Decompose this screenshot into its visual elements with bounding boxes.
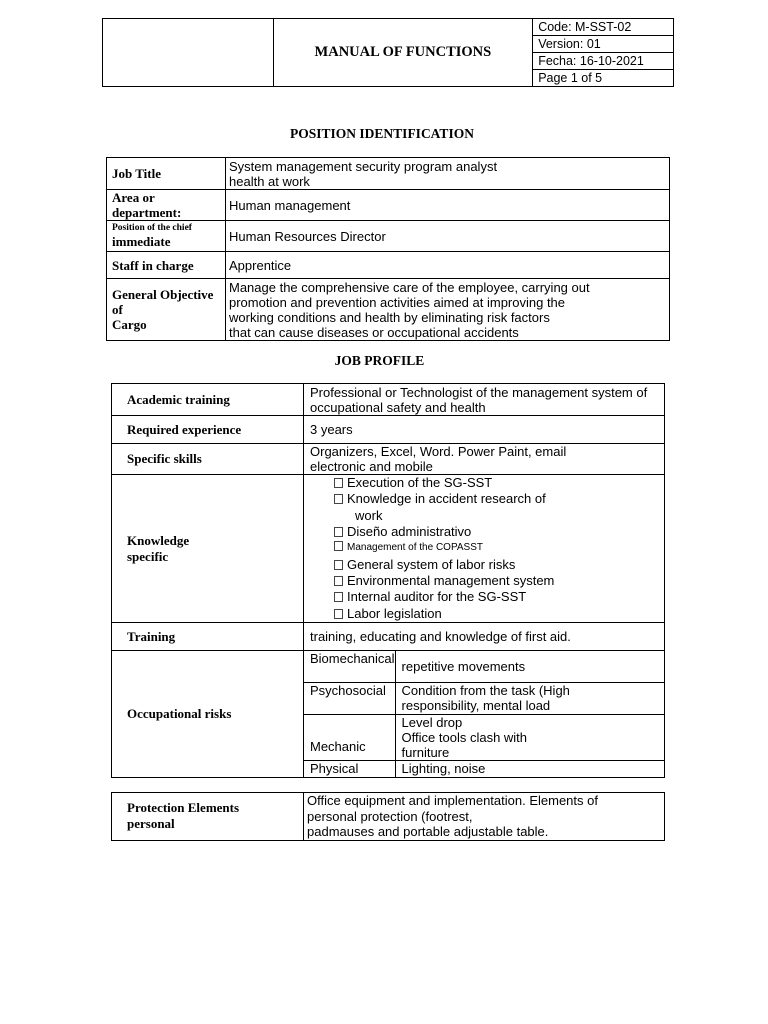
table-row bbox=[304, 714, 664, 760]
table-row bbox=[107, 158, 670, 190]
experience-label: Required experience bbox=[112, 416, 304, 444]
protection-label bbox=[112, 793, 304, 841]
job-title-line: System management security program analyst bbox=[229, 158, 498, 174]
list-item: Diseño administrativo bbox=[334, 524, 664, 540]
protection-table bbox=[111, 792, 665, 841]
risk-name: Mechanic bbox=[304, 714, 395, 760]
protection-value bbox=[304, 793, 665, 841]
list-item-continuation: work bbox=[355, 507, 383, 523]
academic-line: occupational safety and health bbox=[310, 399, 486, 415]
training-value: training, educating and knowledge of first aid. bbox=[304, 623, 665, 651]
chief-value: Human Resources Director bbox=[226, 221, 670, 252]
risk-line: Condition from the task (High bbox=[401, 683, 570, 698]
checkbox-glyph-icon bbox=[334, 541, 343, 551]
table-row bbox=[112, 793, 665, 841]
checkbox-glyph-icon bbox=[334, 576, 343, 586]
knowledge-label-line: Knowledge bbox=[127, 532, 190, 548]
risk-description bbox=[395, 682, 664, 714]
experience-value: 3 years bbox=[304, 416, 665, 444]
knowledge-list bbox=[310, 475, 664, 622]
table-row bbox=[107, 221, 670, 252]
table-row bbox=[112, 475, 665, 623]
risk-description bbox=[395, 714, 664, 760]
table-row bbox=[112, 384, 665, 416]
document-title: MANUAL OF FUNCTIONS bbox=[273, 19, 533, 87]
table-row bbox=[112, 416, 665, 444]
table-row bbox=[112, 623, 665, 651]
chief-label bbox=[107, 221, 226, 252]
checkbox-glyph-icon bbox=[334, 560, 343, 570]
skills-line: electronic and mobile bbox=[310, 459, 433, 474]
checkbox-glyph-icon bbox=[334, 527, 343, 537]
list-item: Environmental management system bbox=[334, 573, 664, 589]
document-code: Code: M-SST-02 bbox=[533, 19, 674, 36]
area-label: Area or department: bbox=[107, 190, 226, 221]
checkbox-glyph-icon bbox=[334, 609, 343, 619]
table-row bbox=[107, 279, 670, 341]
checkbox-glyph-icon bbox=[334, 592, 343, 602]
chief-label-main: immediate bbox=[112, 234, 171, 249]
risks-label: Occupational risks bbox=[112, 651, 304, 778]
chief-label-small: Position of the chief bbox=[112, 223, 192, 233]
risk-name: Physical bbox=[304, 760, 395, 777]
document-version: Version: 01 bbox=[533, 36, 674, 53]
risk-line: furniture bbox=[401, 744, 450, 760]
skills-value bbox=[304, 444, 665, 475]
skills-line: Organizers, Excel, Word. Power Paint, email bbox=[310, 444, 567, 459]
risk-name: Biomechanical bbox=[304, 651, 395, 682]
table-row bbox=[112, 651, 665, 778]
risk-line: Level drop bbox=[401, 714, 463, 730]
list-item: Management of the COPASST bbox=[334, 540, 664, 556]
risk-line: Office tools clash with bbox=[401, 729, 528, 745]
section-heading-identification: POSITION IDENTIFICATION bbox=[290, 126, 474, 141]
checkbox-glyph-icon bbox=[334, 478, 343, 488]
risk-name: Psychosocial bbox=[304, 682, 395, 714]
table-row bbox=[112, 444, 665, 475]
list-item: Internal auditor for the SG-SST bbox=[334, 589, 664, 605]
protection-line: padmauses and portable adjustable table. bbox=[307, 824, 549, 839]
job-title-value bbox=[226, 158, 670, 190]
risks-subtable bbox=[304, 651, 664, 777]
knowledge-value bbox=[304, 475, 665, 623]
training-label: Training bbox=[112, 623, 304, 651]
objective-value bbox=[226, 279, 670, 341]
document-date: Fecha: 16-10-2021 bbox=[533, 53, 674, 70]
objective-label-line: Cargo bbox=[112, 317, 147, 332]
identification-table bbox=[106, 157, 670, 341]
risk-line: responsibility, mental load bbox=[401, 698, 551, 713]
risk-description: Lighting, noise bbox=[401, 761, 486, 777]
table-row bbox=[304, 760, 664, 777]
document-header bbox=[102, 18, 674, 87]
knowledge-label bbox=[112, 475, 304, 623]
table-row bbox=[107, 252, 670, 279]
objective-line: Manage the comprehensive care of the employee, carrying out bbox=[229, 279, 590, 295]
objective-label bbox=[107, 279, 226, 341]
protection-line: personal protection (footrest, bbox=[307, 808, 473, 824]
job-profile-table bbox=[111, 383, 665, 778]
list-item: Labor legislation bbox=[334, 606, 664, 622]
job-title-line: health at work bbox=[229, 173, 310, 189]
objective-label-line: General Objective of bbox=[112, 287, 214, 317]
list-item: General system of labor risks bbox=[334, 557, 664, 573]
logo-cell bbox=[103, 19, 274, 87]
protection-line: Office equipment and implementation. Elements of bbox=[307, 793, 598, 808]
knowledge-label-line: specific bbox=[127, 548, 169, 564]
list-item: Execution of the SG-SST bbox=[334, 475, 664, 491]
document-page: Page 1 of 5 bbox=[533, 70, 674, 87]
objective-line: that can cause diseases or occupational accidents bbox=[229, 324, 519, 340]
protection-label-line: personal bbox=[127, 816, 175, 832]
table-row bbox=[304, 651, 664, 682]
table-row bbox=[107, 190, 670, 221]
protection-label-line: Protection Elements bbox=[127, 800, 240, 816]
objective-line: promotion and prevention activities aimed at improving the bbox=[229, 294, 566, 310]
job-title-label: Job Title bbox=[107, 158, 226, 190]
skills-label: Specific skills bbox=[112, 444, 304, 475]
table-row bbox=[304, 682, 664, 714]
risks-value bbox=[304, 651, 665, 778]
list-item: Knowledge in accident research of bbox=[334, 491, 664, 507]
checkbox-glyph-icon bbox=[334, 494, 343, 504]
academic-label: Academic training bbox=[112, 384, 304, 416]
area-value: Human management bbox=[226, 190, 670, 221]
staff-value: Apprentice bbox=[226, 252, 670, 279]
risk-description: repetitive movements bbox=[395, 651, 664, 682]
staff-label: Staff in charge bbox=[107, 252, 226, 279]
section-heading-profile: JOB PROFILE bbox=[334, 353, 425, 368]
academic-value bbox=[304, 384, 665, 416]
academic-line: Professional or Technologist of the management system of bbox=[310, 384, 648, 400]
objective-line: working conditions and health by eliminating risk factors bbox=[229, 309, 550, 325]
